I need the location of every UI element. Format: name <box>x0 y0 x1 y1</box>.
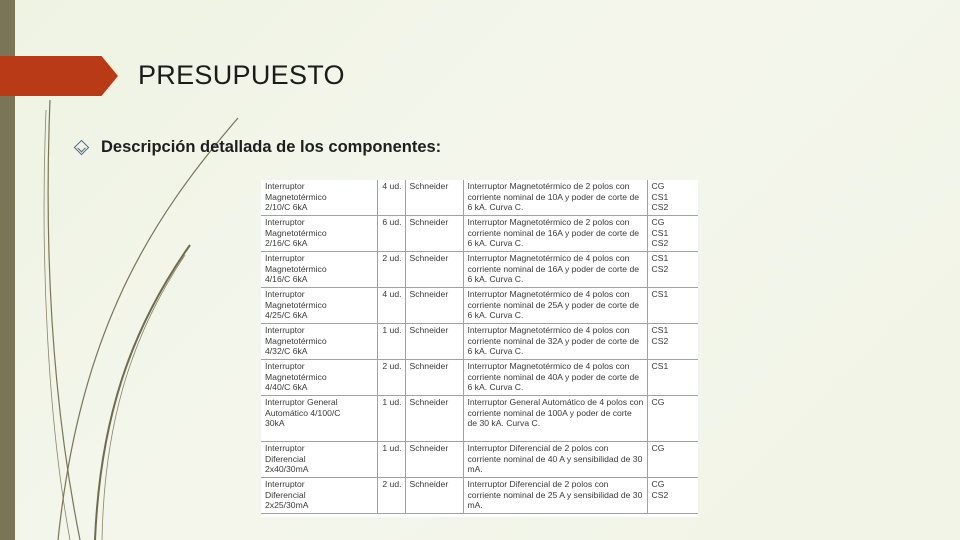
table-row <box>261 360 698 396</box>
brand: Schneider <box>405 478 463 514</box>
table-row <box>261 216 698 252</box>
location: CG <box>647 396 698 442</box>
component-name: Interruptor Diferencial 2x40/30mA <box>261 442 377 478</box>
component-name: Interruptor General Automático 4/100/C 30kA <box>261 396 377 442</box>
location: CS1 CS2 <box>647 252 698 288</box>
quantity: 1 ud. <box>377 442 405 478</box>
description: Interruptor Magnetotérmico de 4 polos con corriente nominal de 32A y poder de corte de 6 kA. Curva C. <box>463 324 647 360</box>
description: Interruptor Magnetotérmico de 2 polos con corriente nominal de 16A y poder de corte de 6 kA. Curva C. <box>463 216 647 252</box>
quantity: 1 ud. <box>377 324 405 360</box>
location: CG CS1 CS2 <box>647 180 698 216</box>
table-row <box>261 252 698 288</box>
location: CS1 <box>647 288 698 324</box>
title-accent-tab <box>0 56 118 96</box>
component-name: Interruptor Magnetotérmico 4/40/C 6kA <box>261 360 377 396</box>
quantity: 6 ud. <box>377 216 405 252</box>
brand: Schneider <box>405 396 463 442</box>
quantity: 4 ud. <box>377 288 405 324</box>
components-table <box>261 180 698 514</box>
table-row <box>261 478 698 514</box>
quantity: 2 ud. <box>377 478 405 514</box>
brand: Schneider <box>405 324 463 360</box>
table-row <box>261 396 698 442</box>
brand: Schneider <box>405 360 463 396</box>
brand: Schneider <box>405 252 463 288</box>
component-name: Interruptor Magnetotérmico 4/25/C 6kA <box>261 288 377 324</box>
location: CG <box>647 442 698 478</box>
description: Interruptor Magnetotérmico de 4 polos con corriente nominal de 40A y poder de corte de 6 kA. Curva C. <box>463 360 647 396</box>
component-name: Interruptor Magnetotérmico 2/10/C 6kA <box>261 180 377 216</box>
slide-title: PRESUPUESTO <box>138 60 345 90</box>
diamond-bullet-icon <box>74 140 90 156</box>
components-table-image <box>261 180 698 517</box>
table-row <box>261 442 698 478</box>
brand: Schneider <box>405 288 463 324</box>
table-row <box>261 324 698 360</box>
quantity: 2 ud. <box>377 252 405 288</box>
component-name: Interruptor Magnetotérmico 4/32/C 6kA <box>261 324 377 360</box>
bullet-item <box>76 138 441 157</box>
quantity: 4 ud. <box>377 180 405 216</box>
location: CG CS1 CS2 <box>647 216 698 252</box>
component-name: Interruptor Diferencial 2x25/30mA <box>261 478 377 514</box>
description: Interruptor Magnetotérmico de 2 polos con corriente nominal de 10A y poder de corte de 6 kA. Curva C. <box>463 180 647 216</box>
table-row <box>261 180 698 216</box>
location: CS1 <box>647 360 698 396</box>
quantity: 2 ud. <box>377 360 405 396</box>
component-name: Interruptor Magnetotérmico 2/16/C 6kA <box>261 216 377 252</box>
brand: Schneider <box>405 180 463 216</box>
location: CG CS2 <box>647 478 698 514</box>
description: Interruptor Diferencial de 2 polos con corriente nominal de 40 A y sensibilidad de 30 mA. <box>463 442 647 478</box>
description: Interruptor Magnetotérmico de 4 polos con corriente nominal de 25A y poder de corte de 6 kA. Curva C. <box>463 288 647 324</box>
description: Interruptor General Automático de 4 polos con corriente nominal de 100A y poder de corte de 30 kA. Curva C. <box>463 396 647 442</box>
brand: Schneider <box>405 442 463 478</box>
location: CS1 CS2 <box>647 324 698 360</box>
description: Interruptor Magnetotérmico de 4 polos con corriente nominal de 16A y poder de corte de 6 kA. Curva C. <box>463 252 647 288</box>
brand: Schneider <box>405 216 463 252</box>
component-name: Interruptor Magnetotérmico 4/16/C 6kA <box>261 252 377 288</box>
quantity: 1 ud. <box>377 396 405 442</box>
bullet-text: Descripción detallada de los componentes: <box>101 138 442 156</box>
description: Interruptor Diferencial de 2 polos con corriente nominal de 25 A y sensibilidad de 30 mA. <box>463 478 647 514</box>
table-row <box>261 288 698 324</box>
